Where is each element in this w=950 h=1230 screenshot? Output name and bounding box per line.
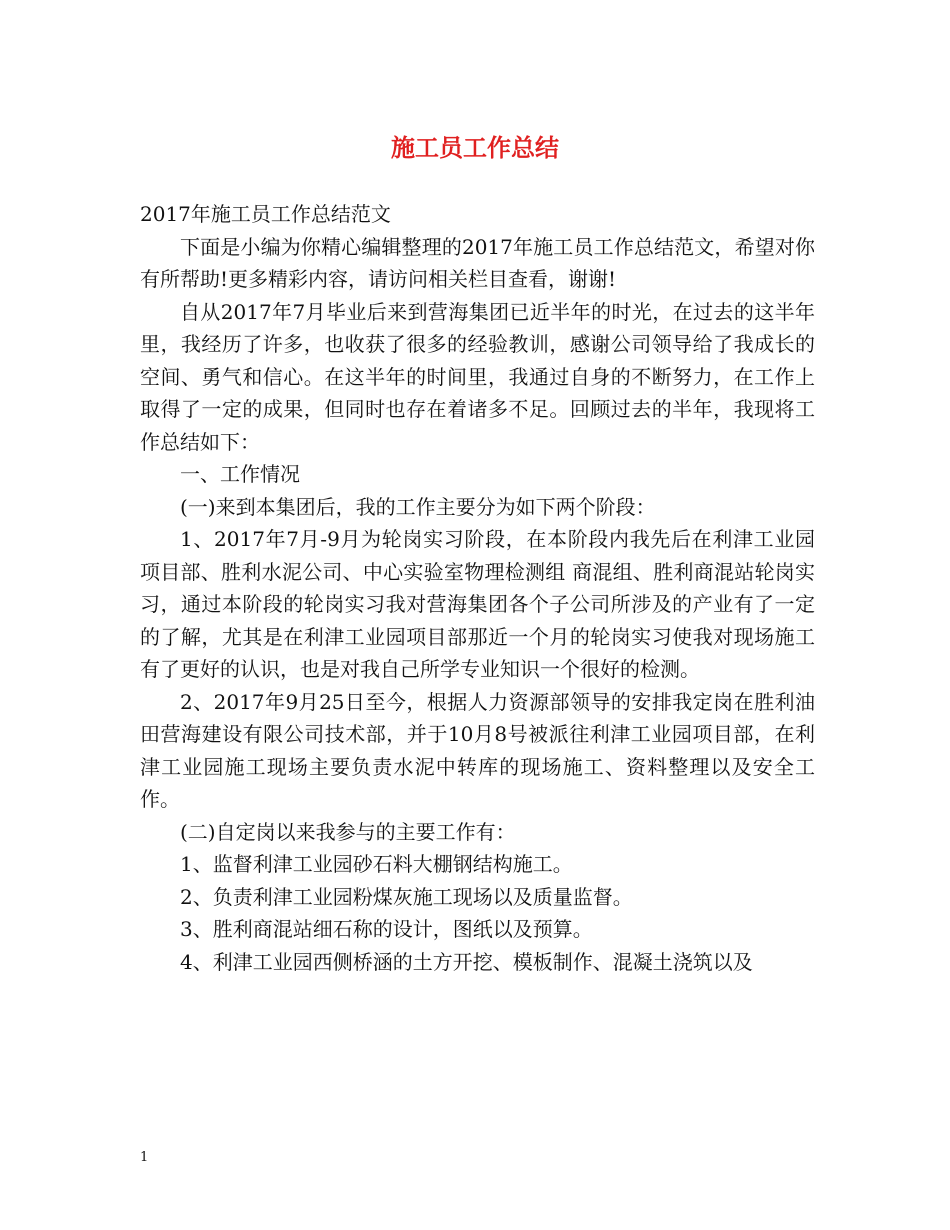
list-item-work-4: 4、利津工业园西侧桥涵的土方开挖、模板制作、混凝土浇筑以及 [180,949,753,974]
section-heading-work-situation: 一、工作情况 [180,462,300,486]
paragraph-intro: 下面是小编为你精心编辑整理的2017年施工员工作总结范文，希望对你有所帮助!更多精彩内容，请访问相关栏目查看，谢谢! [140,234,815,291]
page-number: 1 [140,1150,149,1165]
subsection-heading-main-work: (二)自定岗以来我参与的主要工作有： [180,819,516,844]
paragraph-stage-2: 2、2017年9月25日至今，根据人力资源部领导的安排我定岗在胜利油田营海建设有限公司技术部，并于10月8号被派往利津工业园项目部，在利津工业园施工现场主要负责水泥中转库的现场施工、资料整理以及安全工作。 [140,689,815,811]
document-title: 施工员工作总结 [391,133,559,162]
paragraph-stage-1: 1、2017年7月-9月为轮岗实习阶段，在本阶段内我先后在利津工业园项目部、胜利水泥公司、中心实验室物理检测组 商混组、胜利商混站轮岗实习，通过本阶段的轮岗实习我对营海集团各个子公司所涉及的产业有了一定的了解，尤其是在利津工业园项目部那近一个月的轮岗实习使我对现场施工有了更好的认识，也是对我自己所学专业知识一个很好的检测。 [140,527,815,681]
list-item-work-2: 2、负责利津工业园粉煤灰施工现场以及质量监督。 [180,884,633,909]
subsection-heading-stages: (一)来到本集团后，我的工作主要分为如下两个阶段： [180,494,656,519]
paragraph-overview: 自从2017年7月毕业后来到营海集团已近半年的时光，在过去的这半年里，我经历了许多，也收获了很多的经验教训，感谢公司领导给了我成长的空间、勇气和信心。在这半年的时间里，我通过自身的不断努力，在工作上取得了一定的成果，但同时也存在着诸多不足。回顾过去的半年，我现将工作总结如下： [140,299,815,454]
list-item-work-1: 1、监督利津工业园砂石料大棚钢结构施工。 [180,852,573,876]
document-body [140,198,815,978]
document-subtitle: 2017年施工员工作总结范文 [140,202,391,226]
list-item-work-3: 3、胜利商混站细石称的设计，图纸以及预算。 [180,917,593,941]
